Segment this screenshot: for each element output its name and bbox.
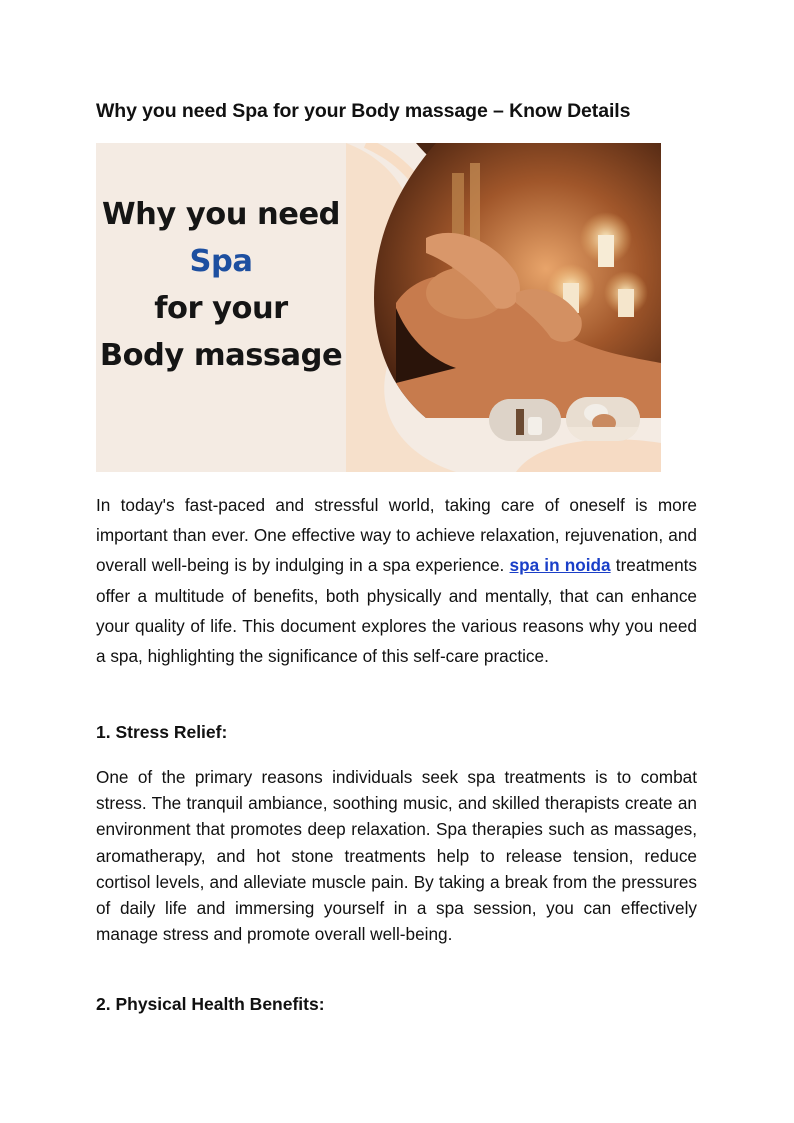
section-heading-stress-relief: 1. Stress Relief: bbox=[96, 722, 228, 742]
banner-line-2: Spa bbox=[189, 244, 253, 279]
stress-relief-paragraph: One of the primary reasons individuals seek spa treatments is to combat stress. The tranquil ambiance, soothing music, and skilled therapists create an environment that promotes deep relaxation. Spa therapies such as massages, aromatherapy, and hot stone treatments help to release tension, reduce cortisol levels, and alleviate muscle pain. By taking a break from the pressures of daily life and immersing yourself in a spa session, you can effectively manage stress and promote overall well-being. bbox=[96, 767, 697, 945]
page-title: Why you need Spa for your Body massage – Know Details bbox=[96, 100, 631, 122]
section-heading-physical-health: 2. Physical Health Benefits: bbox=[96, 994, 325, 1014]
banner-line-1: Why you need bbox=[102, 197, 340, 232]
banner-heading bbox=[96, 191, 346, 379]
intro-text-before: In today's fast-paced and stressful world, taking care of oneself is more important than ever. One effective way to achieve relaxation, rejuvenation, and overall well-being is by indulging in a spa experience. bbox=[96, 495, 697, 576]
intro-paragraph bbox=[96, 490, 697, 671]
spa-in-noida-link[interactable]: spa in noida bbox=[509, 555, 611, 576]
banner-image bbox=[96, 143, 661, 472]
banner-line-3: for your bbox=[154, 291, 288, 326]
intro-text-after: treatments offer a multitude of benefits, both physically and mentally, that can enhance your quality of life. This document explores the various reasons why you need a spa, highlighting the significance of this self-care practice. bbox=[96, 555, 697, 667]
banner-line-4: Body massage bbox=[99, 338, 343, 373]
